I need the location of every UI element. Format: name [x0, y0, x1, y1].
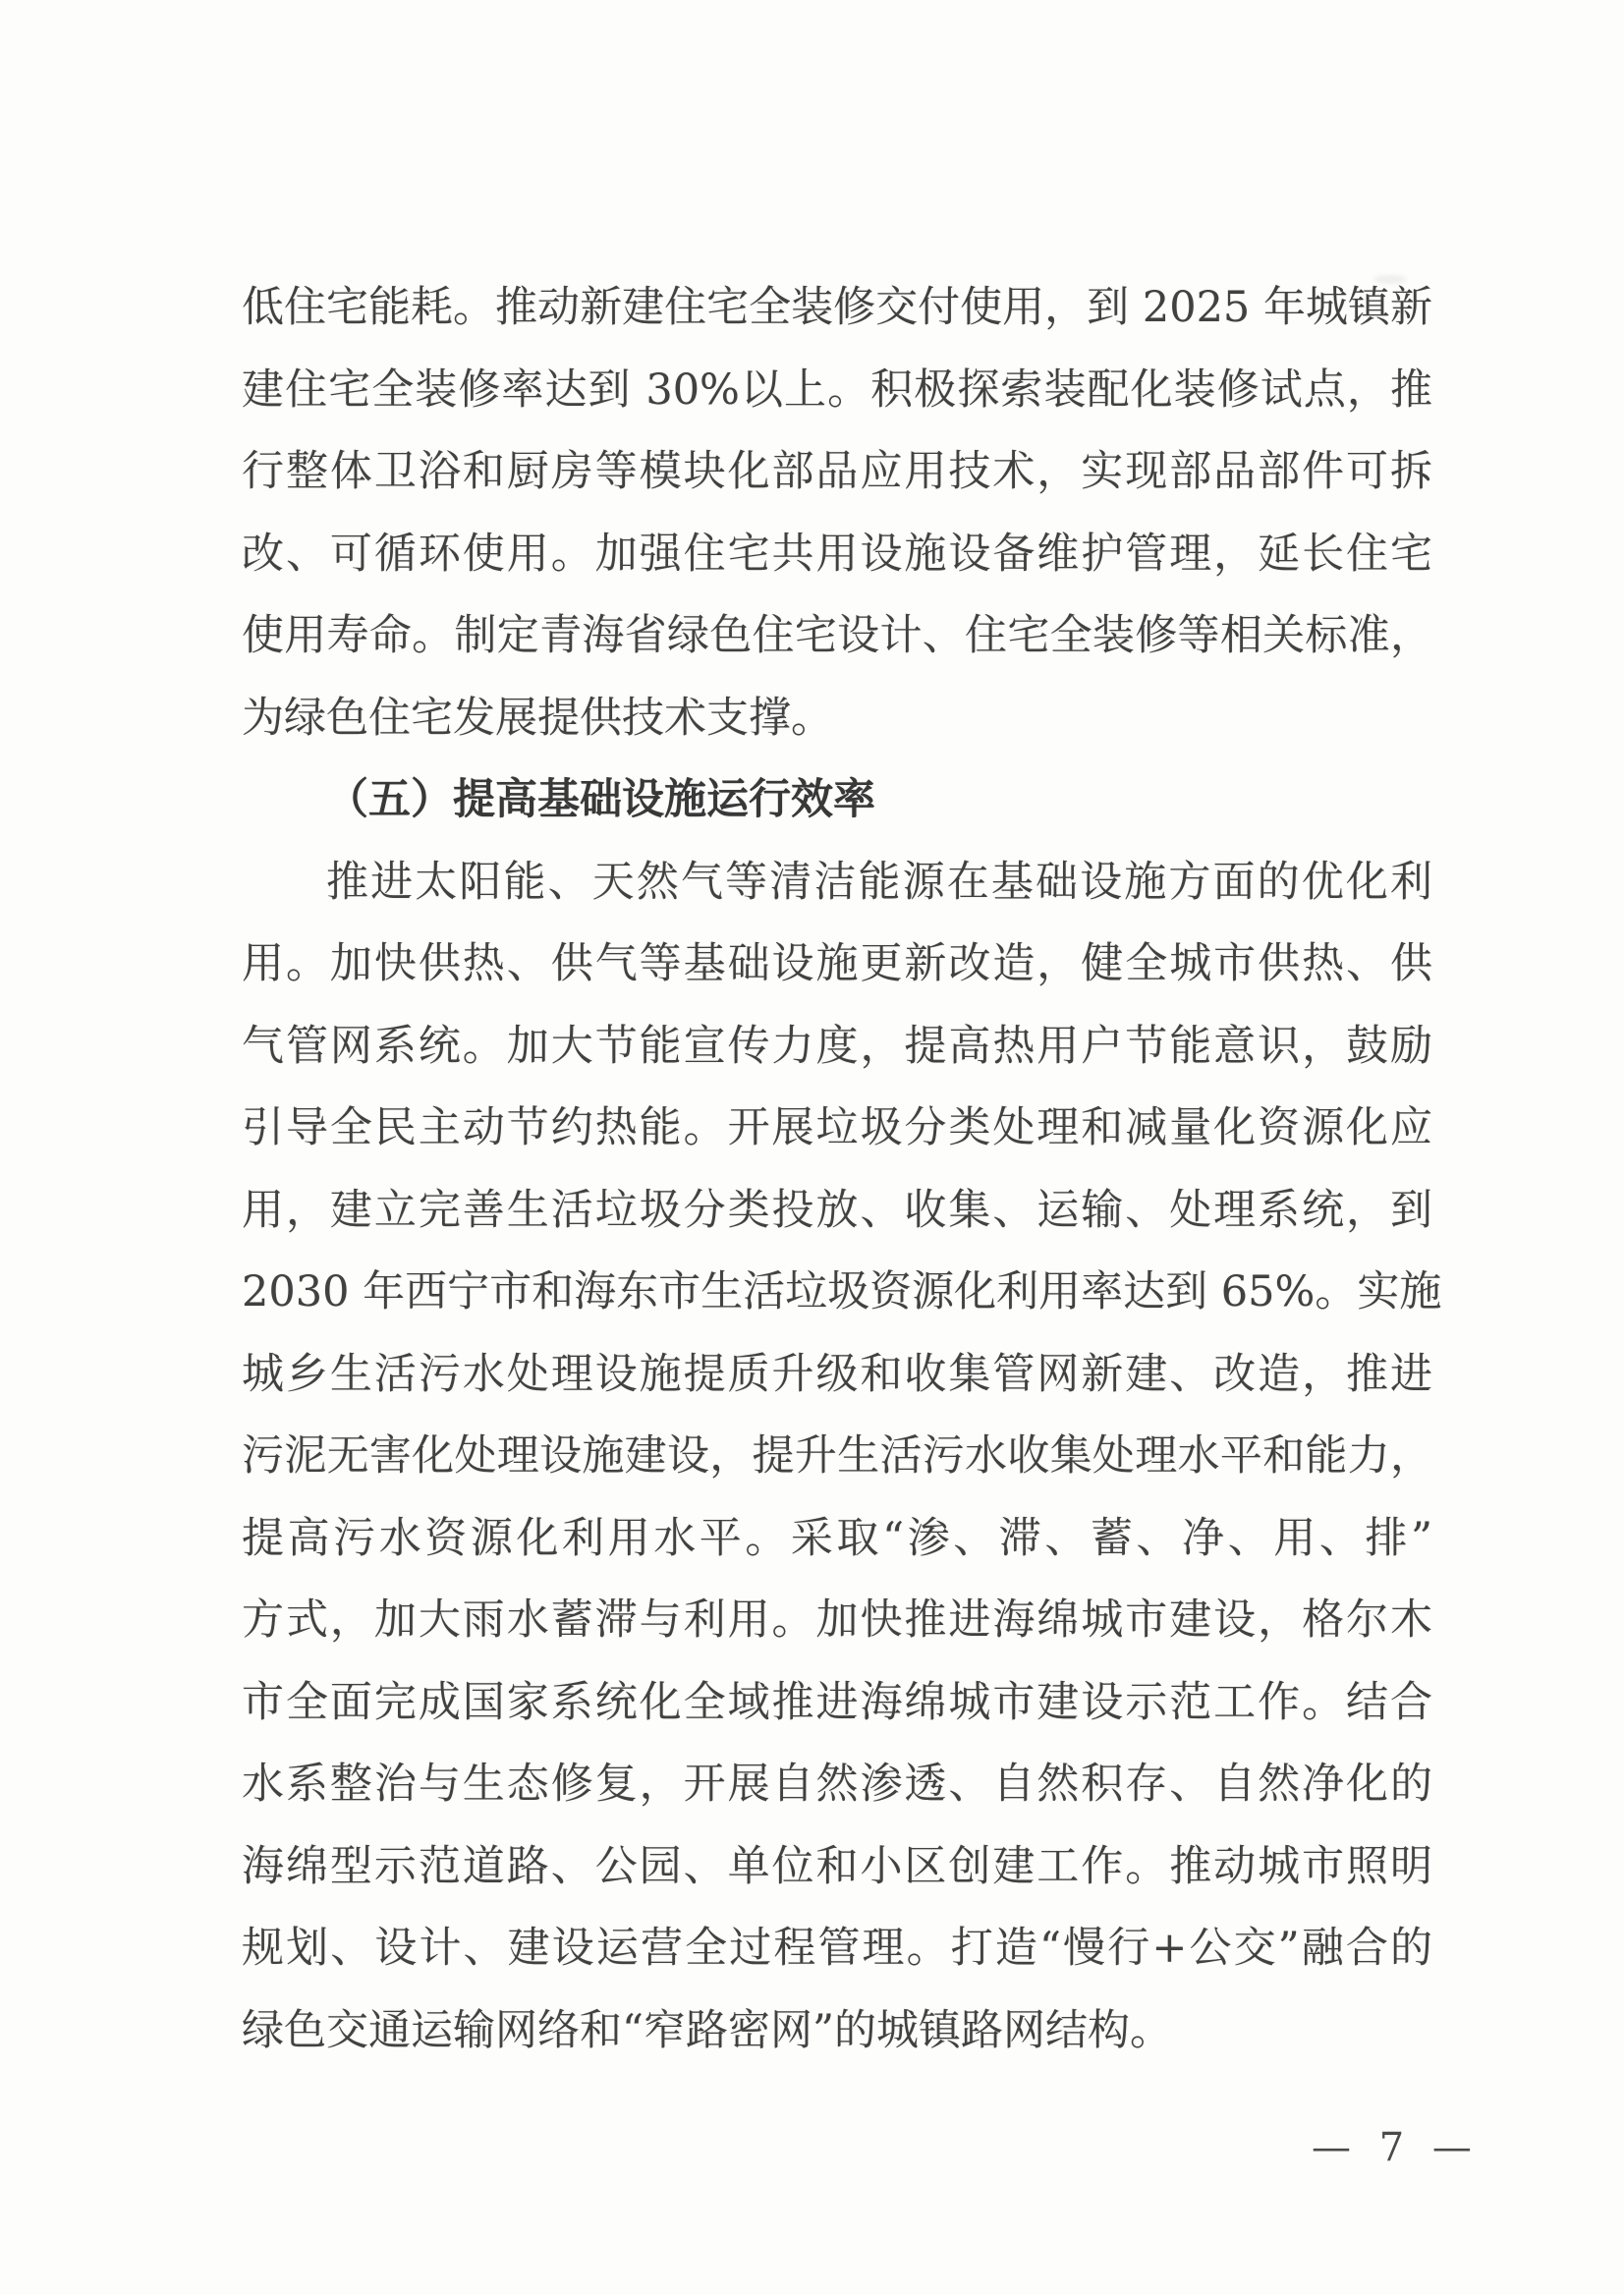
body-line: 用，建立完善生活垃圾分类投放、收集、运输、处理系统，到: [242, 1185, 1432, 1235]
page-number: — 7 —: [1312, 2125, 1480, 2170]
body-line: 为绿色住宅发展提供技术支撑。: [242, 693, 833, 743]
body-line: 改、可循环使用。加强住宅共用设施设备维护管理，延长住宅: [242, 529, 1432, 579]
body-line: 规划、设计、建设运营全过程管理。打造“慢行+公交”融合的: [242, 1924, 1432, 1973]
body-line: 方式，加大雨水蓄滞与利用。加快推进海绵城市建设，格尔木: [242, 1595, 1432, 1645]
body-line: 用。加快供热、供气等基础设施更新改造，健全城市供热、供: [242, 939, 1432, 988]
body-line: 使用寿命。制定青海省绿色住宅设计、住宅全装修等相关标准，: [242, 611, 1432, 660]
section-heading: （五）提高基础设施运行效率: [326, 775, 875, 824]
body-line: 绿色交通运输网络和“窄路密网”的城镇路网结构。: [242, 2005, 1172, 2055]
body-line: 市全面完成国家系统化全域推进海绵城市建设示范工作。结合: [242, 1677, 1432, 1727]
body-line: 推进太阳能、天然气等清洁能源在基础设施方面的优化利: [326, 857, 1432, 907]
body-line: 气管网系统。加大节能宣传力度，提高热用户节能意识，鼓励: [242, 1021, 1432, 1071]
body-line: 污泥无害化处理设施建设，提升生活污水收集处理水平和能力，: [242, 1431, 1432, 1481]
body-line: 低住宅能耗。推动新建住宅全装修交付使用，到 2025 年城镇新: [242, 283, 1432, 332]
body-line: 行整体卫浴和厨房等模块化部品应用技术，实现部品部件可拆: [242, 447, 1432, 496]
body-line: 2030 年西宁市和海东市生活垃圾资源化利用率达到 65%。实施: [242, 1267, 1442, 1316]
body-line: 提高污水资源化利用水平。采取“渗、滞、蓄、净、用、排”: [242, 1513, 1432, 1563]
body-line: 引导全民主动节约热能。开展垃圾分类处理和减量化资源化应: [242, 1103, 1432, 1152]
body-line: 水系整治与生态修复，开展自然渗透、自然积存、自然净化的: [242, 1760, 1432, 1809]
document-body: [242, 267, 1442, 2072]
body-line: 城乡生活污水处理设施提质升级和收集管网新建、改造，推进: [242, 1349, 1432, 1399]
body-line: 海绵型示范道路、公园、单位和小区创建工作。推动城市照明: [242, 1841, 1432, 1891]
body-line: 建住宅全装修率达到 30%以上。积极探索装配化装修试点，推: [242, 364, 1432, 415]
